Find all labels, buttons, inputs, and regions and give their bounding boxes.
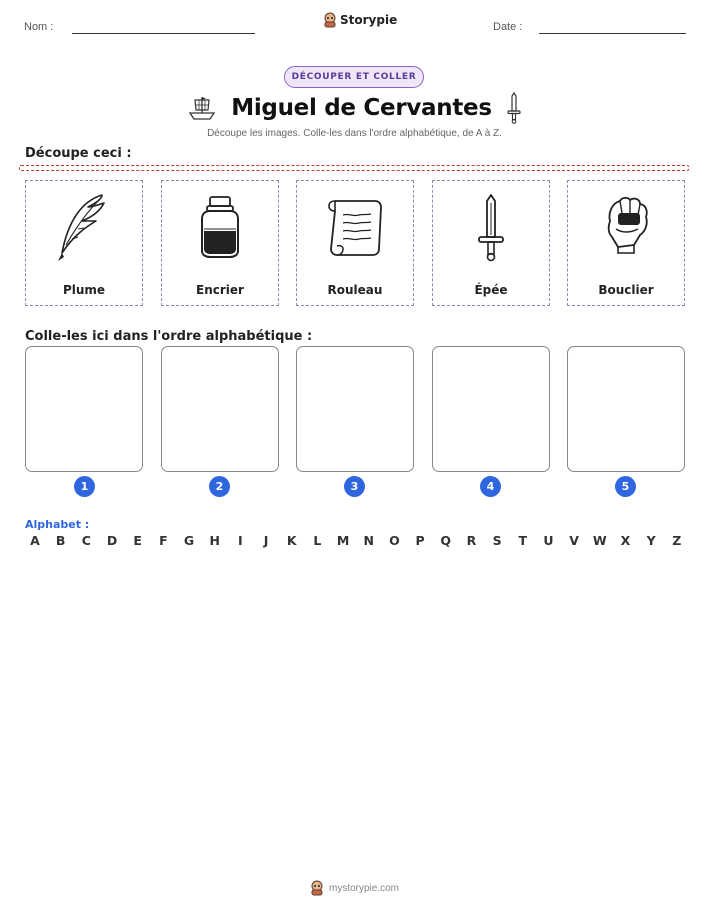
alphabet-letter: Y <box>646 533 656 548</box>
storypie-mascot-icon <box>310 880 324 896</box>
card-encrier[interactable] <box>161 180 279 306</box>
quill-icon <box>52 191 116 263</box>
scroll-icon <box>323 191 387 263</box>
page-title: Miguel de Cervantes <box>231 95 492 121</box>
name-label: Nom : <box>24 21 54 33</box>
alphabet-letter: L <box>313 533 322 548</box>
paste-slot-4[interactable] <box>432 346 550 472</box>
alphabet-letter: A <box>30 533 40 548</box>
alphabet-row <box>25 533 687 548</box>
alphabet-letter: Q <box>440 533 452 548</box>
alphabet-letter: X <box>620 533 631 548</box>
slot-number-2: 2 <box>209 476 230 497</box>
date-label: Date : <box>493 21 523 33</box>
footer <box>0 880 709 896</box>
alphabet-letter: F <box>159 533 168 548</box>
alphabet-letter: N <box>363 533 374 548</box>
name-line[interactable] <box>72 33 255 34</box>
small-sword-icon <box>506 92 522 124</box>
inkwell-icon <box>188 191 252 263</box>
instructions: Découpe les images. Colle-les dans l'ordre alphabétique, de A à Z. <box>207 128 502 139</box>
card-plume[interactable] <box>25 180 143 306</box>
card-label: Bouclier <box>598 283 654 297</box>
alphabet-letter: I <box>238 533 243 548</box>
storypie-mascot-icon <box>323 12 337 28</box>
alphabet-letter: E <box>133 533 142 548</box>
card-label: Épée <box>474 283 508 297</box>
slot-number-5: 5 <box>615 476 636 497</box>
cut-line <box>19 165 689 171</box>
alphabet-letter: M <box>336 533 350 548</box>
alphabet-letter: T <box>518 533 528 548</box>
gauntlet-icon <box>594 191 658 263</box>
card-epee[interactable] <box>432 180 550 306</box>
alphabet-letter: R <box>466 533 477 548</box>
paste-slot-3[interactable] <box>296 346 414 472</box>
card-label: Rouleau <box>327 283 383 297</box>
slot-number-3: 3 <box>344 476 365 497</box>
brand-logo <box>323 12 397 28</box>
card-label: Plume <box>62 283 106 297</box>
slot-number-4: 4 <box>480 476 501 497</box>
card-bouclier[interactable] <box>567 180 685 306</box>
alphabet-letter: G <box>183 533 195 548</box>
card-label: Encrier <box>196 283 244 297</box>
alphabet-letter: B <box>55 533 66 548</box>
ship-icon <box>187 94 217 122</box>
title-row <box>0 90 709 126</box>
paste-section-label: Colle-les ici dans l'ordre alphabétique : <box>25 329 313 344</box>
card-rouleau[interactable] <box>296 180 414 306</box>
date-line[interactable] <box>539 33 686 34</box>
alphabet-label: Alphabet : <box>25 518 90 531</box>
alphabet-letter: K <box>286 533 297 548</box>
alphabet-letter: U <box>543 533 554 548</box>
alphabet-letter: C <box>81 533 91 548</box>
slot-number-1: 1 <box>74 476 95 497</box>
paste-slot-2[interactable] <box>161 346 279 472</box>
brand-name: Storypie <box>340 13 398 27</box>
alphabet-letter: V <box>569 533 579 548</box>
alphabet-letter: J <box>263 533 269 548</box>
paste-slot-1[interactable] <box>25 346 143 472</box>
paste-slot-5[interactable] <box>567 346 685 472</box>
alphabet-letter: O <box>389 533 400 548</box>
alphabet-letter: H <box>209 533 220 548</box>
alphabet-letter: S <box>492 533 502 548</box>
activity-type-badge: DÉCOUPER ET COLLER <box>284 66 424 88</box>
footer-url[interactable]: mystorypie.com <box>328 882 399 894</box>
sword-icon <box>459 191 523 263</box>
alphabet-letter: W <box>592 533 607 548</box>
alphabet-letter: Z <box>672 533 682 548</box>
alphabet-letter: D <box>106 533 118 548</box>
cut-section-label: Découpe ceci : <box>25 146 132 161</box>
alphabet-letter: P <box>415 533 425 548</box>
